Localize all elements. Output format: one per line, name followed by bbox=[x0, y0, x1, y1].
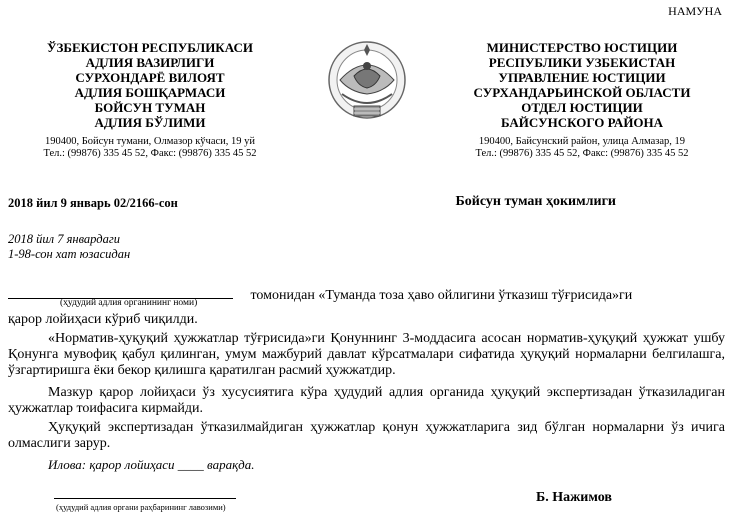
paragraph-1: «Норматив-ҳуқуқий ҳужжатлар тўғрисида»ги Қонуннинг 3-моддасига асосан норматив-ҳуқуқий ҳужжат ушбу Қонунга мувофиқ қабул қилинган, умум мажбурий давлат кўрсатмалари сифатида ҳуқуқий нормаларни белгилашга, ўзгартиришга ёки бекор қилишга қаратилган расмий ҳужжатдир. bbox=[8, 331, 725, 378]
previous-letter-date: 2018 йил 7 январдаги bbox=[8, 232, 120, 246]
header-left-line: ЎЗБЕКИСТОН РЕСПУБЛИКАСИ bbox=[47, 40, 253, 55]
header-left-line: АДЛИЯ БЎЛИМИ bbox=[94, 115, 206, 130]
previous-letter-number: 1-98-сон хат юзасидан bbox=[8, 247, 131, 261]
header-right-line: ОТДЕЛ ЮСТИЦИИ bbox=[521, 100, 643, 115]
header-right-phone: Тел.: (99876) 335 45 52, Факс: (99876) 335 45 52 bbox=[475, 148, 689, 159]
previous-letter-reference bbox=[8, 232, 130, 262]
body-line-2: қарор лойиҳаси кўриб чиқилди. bbox=[8, 312, 198, 327]
paragraph-3: Ҳуқуқий экспертизадан ўтказилмайдиган ҳужжатлар қонун ҳужжатларига зид бўлган нормаларни ўз ичига олмаслиги зарур. bbox=[8, 420, 725, 451]
header-left-line: СУРХОНДАРЁ ВИЛОЯТ bbox=[75, 70, 225, 85]
header-right-line: РЕСПУБЛИКИ УЗБЕКИСТАН bbox=[488, 55, 676, 70]
sample-label: НАМУНА bbox=[668, 4, 722, 18]
header-left-line: АДЛИЯ БОШҚАРМАСИ bbox=[74, 85, 226, 100]
header-right-title bbox=[432, 40, 732, 130]
letter-reference: 2018 йил 9 январь 02/2166-сон bbox=[8, 196, 178, 210]
header-right-line: МИНИСТЕРСТВО ЮСТИЦИИ bbox=[486, 40, 678, 55]
header-right-line: СУРХАНДАРЬИНСКОЙ ОБЛАСТИ bbox=[473, 85, 691, 100]
header-left-line: БОЙСУН ТУМАН bbox=[94, 100, 206, 115]
header-left-address: 190400, Бойсун тумани, Олмазор кўчаси, 19 уй bbox=[44, 136, 256, 147]
addressee: Бойсун туман ҳокимлиги bbox=[455, 194, 616, 209]
signature-caption: (ҳудудий адлия органи раҳбарининг лавозими) bbox=[56, 502, 226, 512]
header-right-line: БАЙСУНСКОГО РАЙОНА bbox=[500, 115, 664, 130]
signer-name: Б. Нажимов bbox=[536, 490, 612, 505]
attachment-note: Илова: қарор лойиҳаси ____ варақда. bbox=[48, 457, 255, 472]
header-right-contacts bbox=[432, 136, 732, 160]
body-line-1-text: томонидан «Туманда тоза ҳаво ойлигини ўтказиш тўғрисида»ги bbox=[250, 288, 633, 303]
state-emblem bbox=[322, 36, 412, 128]
header-left-phone: Тел.: (99876) 335 45 52, Факс: (99876) 335 45 52 bbox=[43, 148, 257, 159]
organ-name-caption: (ҳудудий адлия органининг номи) bbox=[60, 298, 198, 308]
header-right-address: 190400, Байсунский район, улица Алмазар, 19 bbox=[478, 136, 686, 147]
header-right-line: УПРАВЛЕНИЕ ЮСТИЦИИ bbox=[498, 70, 666, 85]
signature-line bbox=[54, 498, 236, 499]
paragraph-2: Мазкур қарор лойиҳаси ўз хусусиятига кўра ҳудудий адлия органида ҳуқуқий экспертизадан ўтказиладиган ҳужжатлар тоифасига кирмайди. bbox=[8, 385, 725, 416]
header-left-contacts bbox=[0, 136, 300, 160]
header-left-title bbox=[0, 40, 300, 130]
header-left-line: АДЛИЯ ВАЗИРЛИГИ bbox=[85, 55, 215, 70]
